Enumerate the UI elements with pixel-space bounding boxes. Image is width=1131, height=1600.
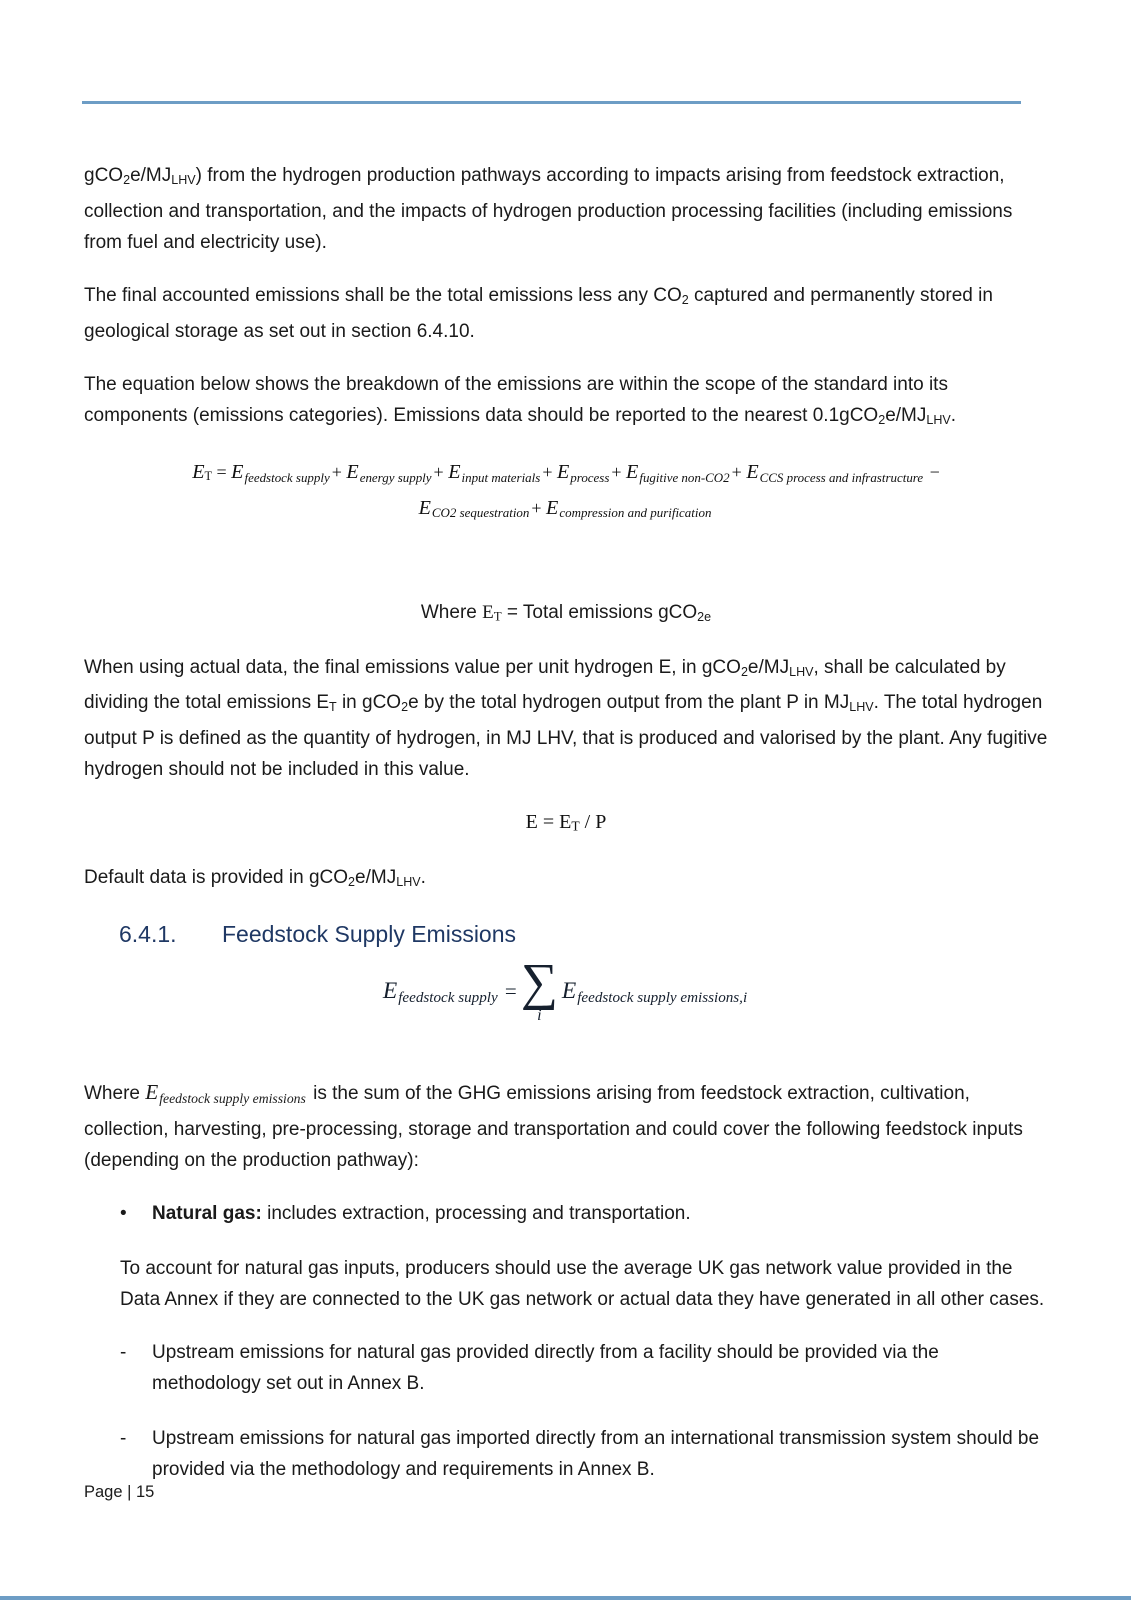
header-rule (82, 101, 1021, 104)
sigma-index: i (537, 1007, 542, 1025)
dash-text: Upstream emissions for natural gas provided directly from a facility should be provided via the methodology set out in Annex B. (152, 1341, 939, 1394)
equation-total-emissions (84, 457, 1048, 528)
sigma-glyph: ∑ (520, 954, 558, 1012)
sum-equation-rhs: Efeedstock supply emissions,i (561, 977, 748, 1006)
sum-equation-lhs: Efeedstock supply = (382, 977, 517, 1006)
paragraph-where-feedstock: Where Efeedstock supply emissions is the sum of the GHG emissions arising from feedstock extraction, cultivation, collection, harvesting, pre-processing, storage and transportation and could cover the following feedstock inputs (depending on the production pathway): (84, 1080, 1023, 1171)
section-heading-641 (119, 919, 1048, 949)
paragraph-to-account: To account for natural gas inputs, producers should use the average UK gas network value provided in the Data Annex if they are connected to the UK gas network or actual data they have generated in all other cases. (120, 1257, 1045, 1310)
equation-total-line-1: ET = Efeedstock supply + Eenergy supply + Einput materials + Eprocess + Efugitive non-CO2 + ECCS process and infrastructure − (192, 461, 940, 485)
bullet-item-natural-gas (120, 1198, 1048, 1229)
paragraph-final-accounted: The final accounted emissions shall be the total emissions less any CO2 captured and permanently stored in geological storage as set out in section 6.4.10. (84, 284, 993, 342)
bullet-text: Natural gas: includes extraction, processing and transportation. (152, 1202, 691, 1224)
dash-marker: - (120, 1427, 127, 1449)
paragraph-actual-data: When using actual data, the final emissions value per unit hydrogen E, in gCO2e/MJLHV, shall be calculated by dividing the total emissions ET in gCO2e by the total hydrogen output from the plant P in MJLHV. The total hydrogen output P is defined as the quantity of hydrogen, in MJ LHV, that is produced and valorised by the plant. Any fugitive hydrogen should not be included in this value. (84, 656, 1048, 781)
page-footer: Page | 15 (84, 1483, 155, 1501)
section-number: 6.4.1. (119, 921, 177, 948)
equation-total-line-2: ECO2 sequestration + Ecompression and purification (418, 496, 712, 520)
dash-item-upstream-international (120, 1423, 1048, 1485)
footer-rule (0, 1596, 1131, 1600)
equation-feedstock-supply-sum (84, 949, 1048, 1035)
where-total-emissions-line: Where ET = Total emissions gCO2e (420, 601, 712, 624)
dash-marker: - (120, 1341, 127, 1363)
dash-text: Upstream emissions for natural gas imported directly from an international transmission system should be provided via the methodology and requirements in Annex B. (152, 1427, 1040, 1480)
section-title: Feedstock Supply Emissions (222, 921, 517, 948)
equation-e-et-p: E = ET / P (525, 811, 607, 834)
dash-item-upstream-facility (120, 1337, 1048, 1399)
paragraph-default-data: Default data is provided in gCO2e/MJLHV. (84, 866, 426, 889)
summation-symbol (520, 954, 558, 1025)
paragraph-equation-intro: The equation below shows the breakdown of the emissions are within the scope of the standard into its components (emissions categories). Emissions data should be reported to the nearest 0.1gCO2e/MJLHV. (84, 373, 957, 427)
bullet-marker: • (120, 1202, 127, 1224)
paragraph-intro-continuation: gCO2e/MJLHV) from the hydrogen production pathways according to impacts arising from feedstock extraction, collection and transportation, and the impacts of hydrogen production processing facilities (including emissions from fuel and electricity use). (84, 165, 1013, 253)
